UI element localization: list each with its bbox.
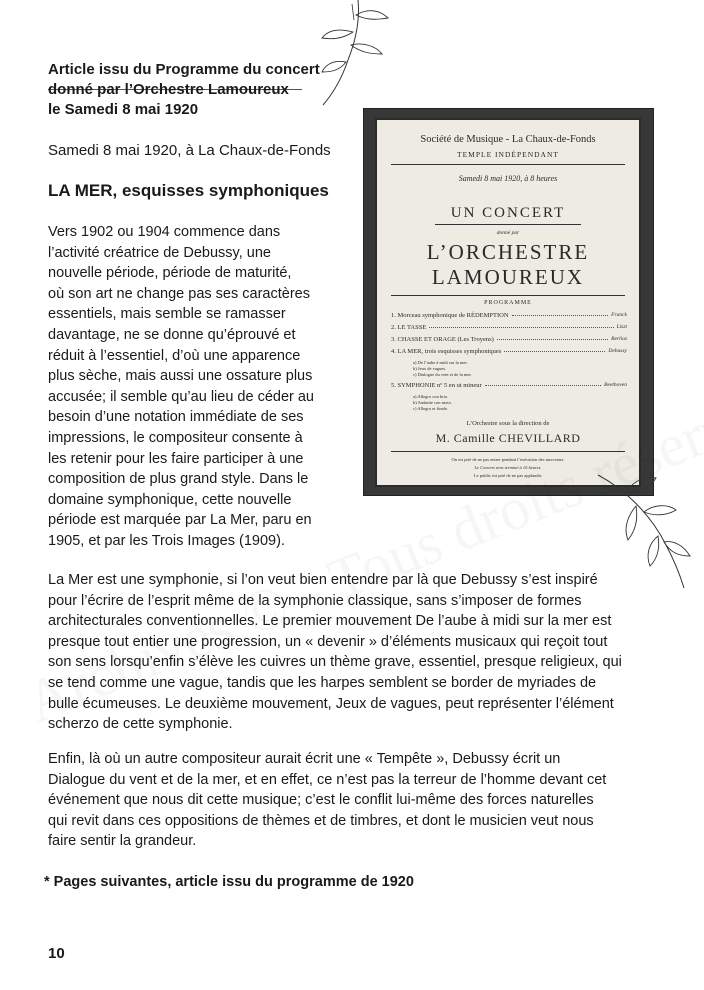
program-rule bbox=[391, 164, 625, 165]
program-item-title: CHASSE ET ORAGE (Les Troyens) bbox=[397, 336, 494, 343]
text-line: où son art ne change pas ses caractères bbox=[48, 285, 310, 302]
program-item-num: 4. bbox=[391, 348, 396, 355]
program-item-composer: Beethoven bbox=[604, 382, 627, 388]
text-line: événement que nous dit cette musique; c’est le conflit lui-même des forces naturelles bbox=[48, 792, 594, 809]
program-donne-par: donné par bbox=[496, 230, 520, 236]
program-conductor: M. Camille CHEVILLARD bbox=[435, 431, 581, 445]
program-date: Samedi 8 mai 1920, à 8 heures bbox=[458, 174, 558, 183]
date-line: Samedi 8 mai 1920, à La Chaux-de-Fonds bbox=[48, 142, 331, 159]
text-line: Enfin, là où un autre compositeur aurait écrit une « Tempête », Debussy écrit un bbox=[48, 751, 561, 767]
program-item-title: Morceau symphonique de RÉDEMPTION bbox=[397, 312, 509, 319]
program-venue: TEMPLE INDÉPENDANT bbox=[457, 150, 559, 159]
program-label: PROGRAMME bbox=[484, 300, 532, 306]
program-card bbox=[375, 118, 641, 487]
text-line: pour l’écrire de l’esprit même de la symphonie classique, sans s’imposer de formes bbox=[48, 592, 582, 609]
text-line: impressions, le compositeur consente à bbox=[48, 429, 303, 446]
text-line: Vers 1902 ou 1904 commence dans bbox=[48, 224, 281, 240]
program-item bbox=[391, 336, 627, 343]
text-line: architecturales conventionnelles. Le premier mouvement De l’aube à midi sur la mer est bbox=[48, 613, 612, 630]
program-item-num: 3. bbox=[391, 336, 396, 343]
text-line: période est marquée par La Mer, paru en bbox=[48, 512, 312, 529]
program-rule bbox=[435, 224, 581, 225]
program-item-composer: Franck bbox=[611, 312, 627, 318]
program-item-num: 1. bbox=[391, 312, 396, 319]
text-line: davantage, ne se donne qu’éprouvé et bbox=[48, 326, 296, 343]
program-item-composer: Liszt bbox=[616, 324, 627, 330]
program-note: On est prié de ne pas entrer pendant l’exécution des morceaux. bbox=[451, 457, 565, 462]
program-item bbox=[391, 382, 627, 389]
text-line: domaine symphonique, cette nouvelle bbox=[48, 491, 292, 508]
program-item-composer: Debussy bbox=[608, 348, 627, 354]
program-item-title: SYMPHONIE nº 5 en ut mineur bbox=[397, 382, 482, 389]
text-line: les retenir pour les faire participer à une bbox=[48, 450, 304, 467]
text-line: faire sentir la grandeur. bbox=[48, 833, 197, 850]
program-society: Société de Musique - La Chaux-de-Fonds bbox=[420, 134, 596, 145]
program-note: Le Concert sera terminé à 10 heures. bbox=[474, 465, 542, 470]
text-line: se tend comme une vague, tandis que les harpes semblent se border de myriades de bbox=[48, 674, 597, 691]
text-line: besoin d’une notation immédiate de ses bbox=[48, 409, 304, 426]
text-line: scherzo de cette symphonie. bbox=[48, 716, 233, 733]
page-number: 10 bbox=[48, 945, 65, 962]
paragraph-1 bbox=[48, 222, 333, 552]
program-orchestra-line1: L’ORCHESTRE bbox=[426, 240, 590, 264]
header-line: Article issu du Programme du concert bbox=[48, 61, 320, 78]
program-item-title: LE TASSE bbox=[397, 324, 427, 331]
article-header bbox=[48, 60, 348, 120]
header-line: le Samedi 8 mai 1920 bbox=[48, 101, 199, 118]
text-line: Dialogue du vent et de la mer, et en effet, ce n’est pas la terreur de l’homme devant cet bbox=[48, 771, 607, 788]
text-line: 1905, et par les Trois Images (1909). bbox=[48, 532, 285, 549]
program-note: Le public est prié de ne pas applaudir. bbox=[473, 473, 543, 478]
program-item-num: 5. bbox=[391, 382, 396, 389]
program-item bbox=[391, 324, 627, 331]
program-item-composer: Berlioz bbox=[611, 336, 627, 342]
section-title: LA MER, esquisses symphoniques bbox=[48, 181, 329, 200]
text-line: plus sèche, mais aussi une ossature plus bbox=[48, 368, 313, 385]
text-line: essentiels, mais semble se ramasser bbox=[48, 306, 286, 323]
program-direction: L’Orchestre sous la direction de bbox=[466, 420, 550, 427]
program-item bbox=[391, 312, 627, 319]
program-orchestra-line2: LAMOUREUX bbox=[431, 265, 585, 289]
program-concert-title: UN CONCERT bbox=[450, 205, 566, 221]
program-item-title: LA MER, trois esquisses symphoniques bbox=[397, 348, 502, 355]
text-line: presque tout entier une progression, un « devenir » d’éléments musicaux qui reçoit tout bbox=[48, 633, 608, 650]
program-subitem: b) Jeux de vagues. bbox=[413, 366, 447, 371]
text-line: son sens lorsqu’enfin s’élève les cuivres un thème grave, essentiel, presque religieux, qui bbox=[48, 654, 622, 671]
program-subitem: c) Dialogue du vent et de la mer. bbox=[413, 372, 472, 377]
text-line: nouvelle période, période de maturité, bbox=[48, 265, 292, 282]
text-line: La Mer est une symphonie, si l’on veut bien entendre par là que Debussy s’est inspiré bbox=[48, 572, 598, 588]
text-line: accusée; il semble qu’au lieu de céder au bbox=[48, 388, 314, 405]
text-line: réduit à l’essentiel, d’où une apparence bbox=[48, 347, 301, 364]
program-subitem: b) Andante con moto. bbox=[413, 400, 452, 405]
paragraph-3 bbox=[48, 749, 648, 852]
header-line: donné par l’Orchestre Lamoureux bbox=[48, 81, 289, 98]
text-line: l’activité créatrice de Debussy, une bbox=[48, 244, 271, 261]
program-subitem: a) De l’aube à midi sur la mer. bbox=[413, 360, 468, 365]
program-subitem: a) Allegro con brio. bbox=[413, 394, 449, 399]
program-subitem: c) Allegro et finale. bbox=[413, 406, 448, 411]
program-item-num: 2. bbox=[391, 324, 396, 331]
program-rule bbox=[391, 295, 625, 296]
text-line: qui revit dans ces oppositions de thèmes et de timbres, et dont le musicien veut nous bbox=[48, 812, 594, 829]
text-line: composition de plus grand style. Dans le bbox=[48, 471, 309, 488]
text-line: bulle écumeuses. Le deuxième mouvement, Jeux de vagues, peut représenter l’élément bbox=[48, 695, 614, 712]
program-item bbox=[391, 348, 627, 355]
footnote: * Pages suivantes, article issu du programme de 1920 bbox=[44, 874, 414, 890]
